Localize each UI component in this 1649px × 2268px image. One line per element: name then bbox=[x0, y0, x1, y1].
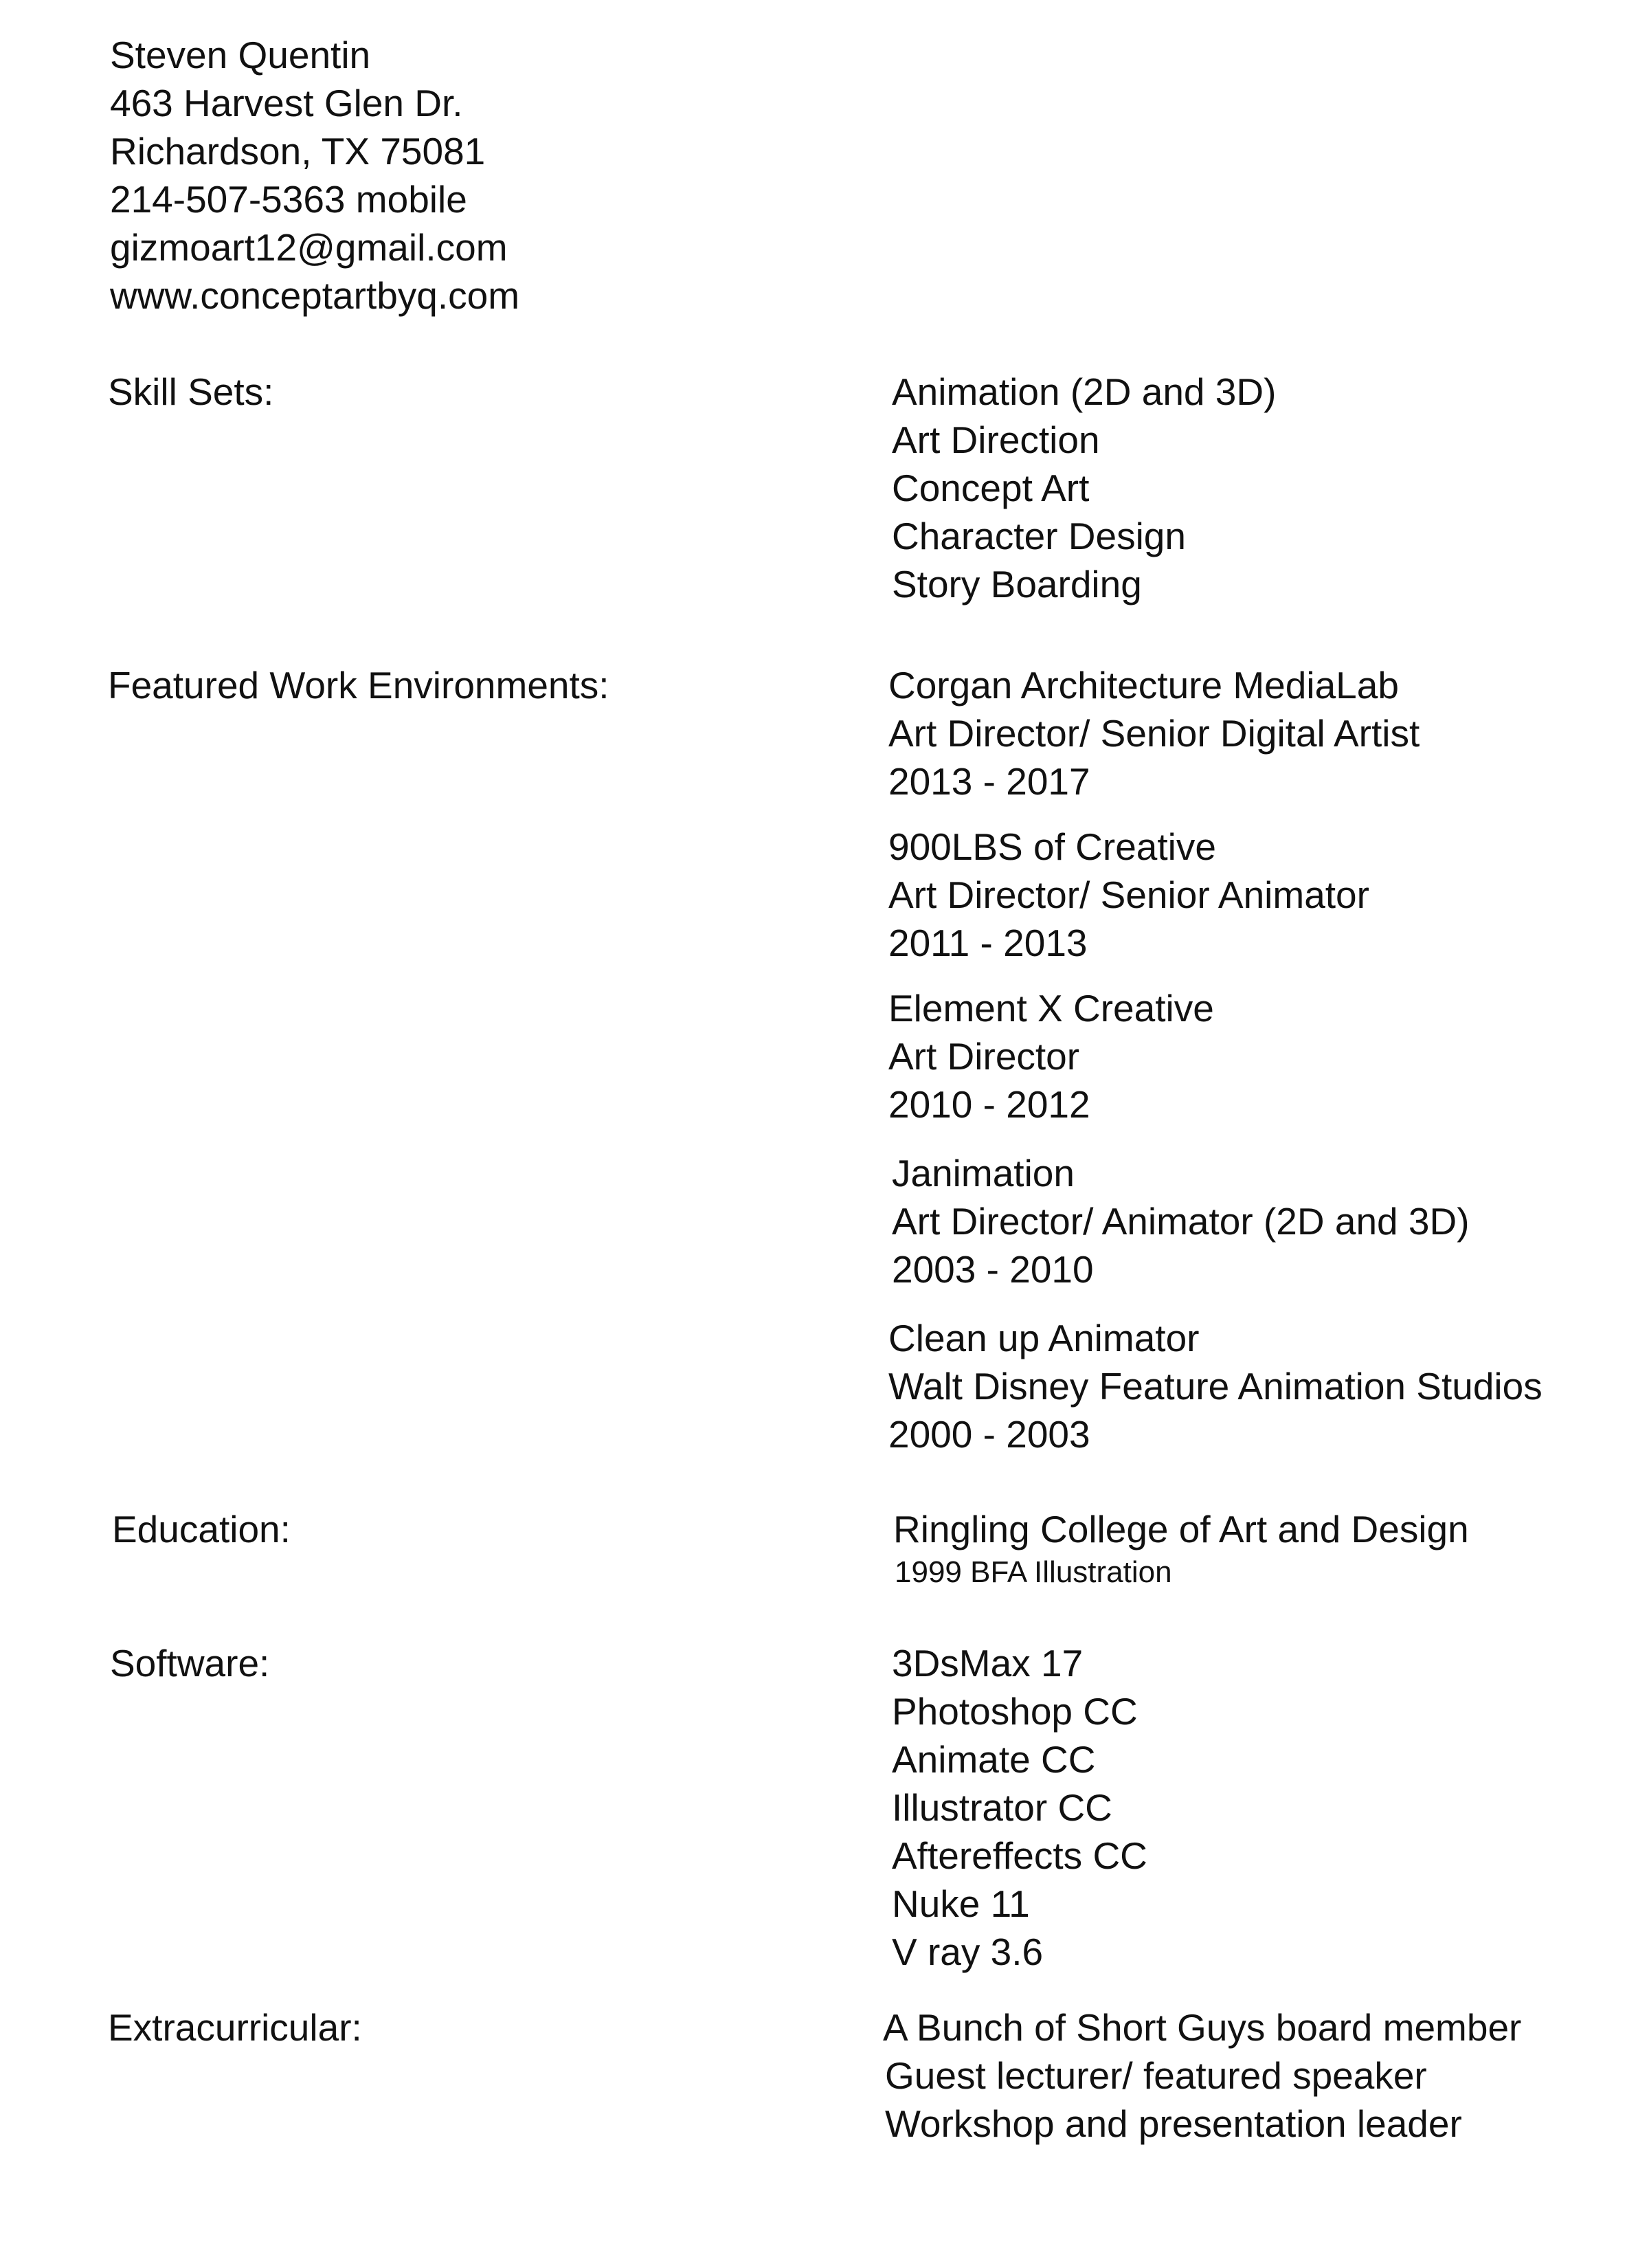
skills-label: Skill Sets: bbox=[108, 370, 274, 413]
skill-item: Character Design bbox=[892, 515, 1186, 557]
software-item: V ray 3.6 bbox=[892, 1931, 1044, 1973]
job-company: Walt Disney Feature Animation Studios bbox=[888, 1365, 1543, 1408]
software-item: Illustrator CC bbox=[892, 1786, 1112, 1829]
software-item: Photoshop CC bbox=[892, 1690, 1138, 1733]
job-company: Corgan Architecture MediaLab bbox=[888, 664, 1399, 707]
education-school: Ringling College of Art and Design bbox=[893, 1508, 1469, 1550]
extracurricular-label: Extracurricular: bbox=[108, 2006, 362, 2049]
skill-item: Concept Art bbox=[892, 467, 1090, 509]
education-label: Education: bbox=[112, 1508, 291, 1550]
extracurricular-item: Workshop and presentation leader bbox=[885, 2102, 1462, 2145]
address-line-2: Richardson, TX 75081 bbox=[110, 130, 486, 173]
job-title: Art Director/ Animator (2D and 3D) bbox=[892, 1200, 1470, 1243]
software-label: Software: bbox=[110, 1642, 270, 1685]
skill-item: Animation (2D and 3D) bbox=[892, 370, 1277, 413]
job-years: 2013 - 2017 bbox=[888, 760, 1090, 803]
job-title: Art Director bbox=[888, 1035, 1080, 1078]
software-item: 3DsMax 17 bbox=[892, 1642, 1084, 1685]
software-item: Aftereffects CC bbox=[892, 1834, 1147, 1877]
address-line-1: 463 Harvest Glen Dr. bbox=[110, 82, 463, 124]
job-years: 2010 - 2012 bbox=[888, 1083, 1090, 1126]
skill-item: Art Direction bbox=[892, 419, 1100, 461]
email: gizmoart12@gmail.com bbox=[110, 226, 508, 269]
name: Steven Quentin bbox=[110, 34, 371, 76]
job-title: Clean up Animator bbox=[888, 1317, 1200, 1359]
job-years: 2003 - 2010 bbox=[892, 1248, 1094, 1291]
extracurricular-item: Guest lecturer/ featured speaker bbox=[885, 2054, 1427, 2097]
job-title: Art Director/ Senior Digital Artist bbox=[888, 712, 1420, 755]
skill-item: Story Boarding bbox=[892, 563, 1142, 605]
work-label: Featured Work Environments: bbox=[108, 664, 609, 707]
job-company: Element X Creative bbox=[888, 987, 1214, 1030]
education-degree: 1999 BFA Illustration bbox=[895, 1555, 1172, 1589]
job-company: 900LBS of Creative bbox=[888, 825, 1216, 868]
job-company: Janimation bbox=[892, 1152, 1075, 1194]
job-title: Art Director/ Senior Animator bbox=[888, 874, 1369, 916]
extracurricular-item: A Bunch of Short Guys board member bbox=[883, 2006, 1522, 2049]
job-years: 2011 - 2013 bbox=[888, 922, 1088, 964]
website: www.conceptartbyq.com bbox=[110, 274, 520, 317]
job-years: 2000 - 2003 bbox=[888, 1413, 1090, 1456]
software-item: Animate CC bbox=[892, 1738, 1096, 1781]
phone: 214-507-5363 mobile bbox=[110, 178, 467, 221]
software-item: Nuke 11 bbox=[892, 1882, 1030, 1925]
